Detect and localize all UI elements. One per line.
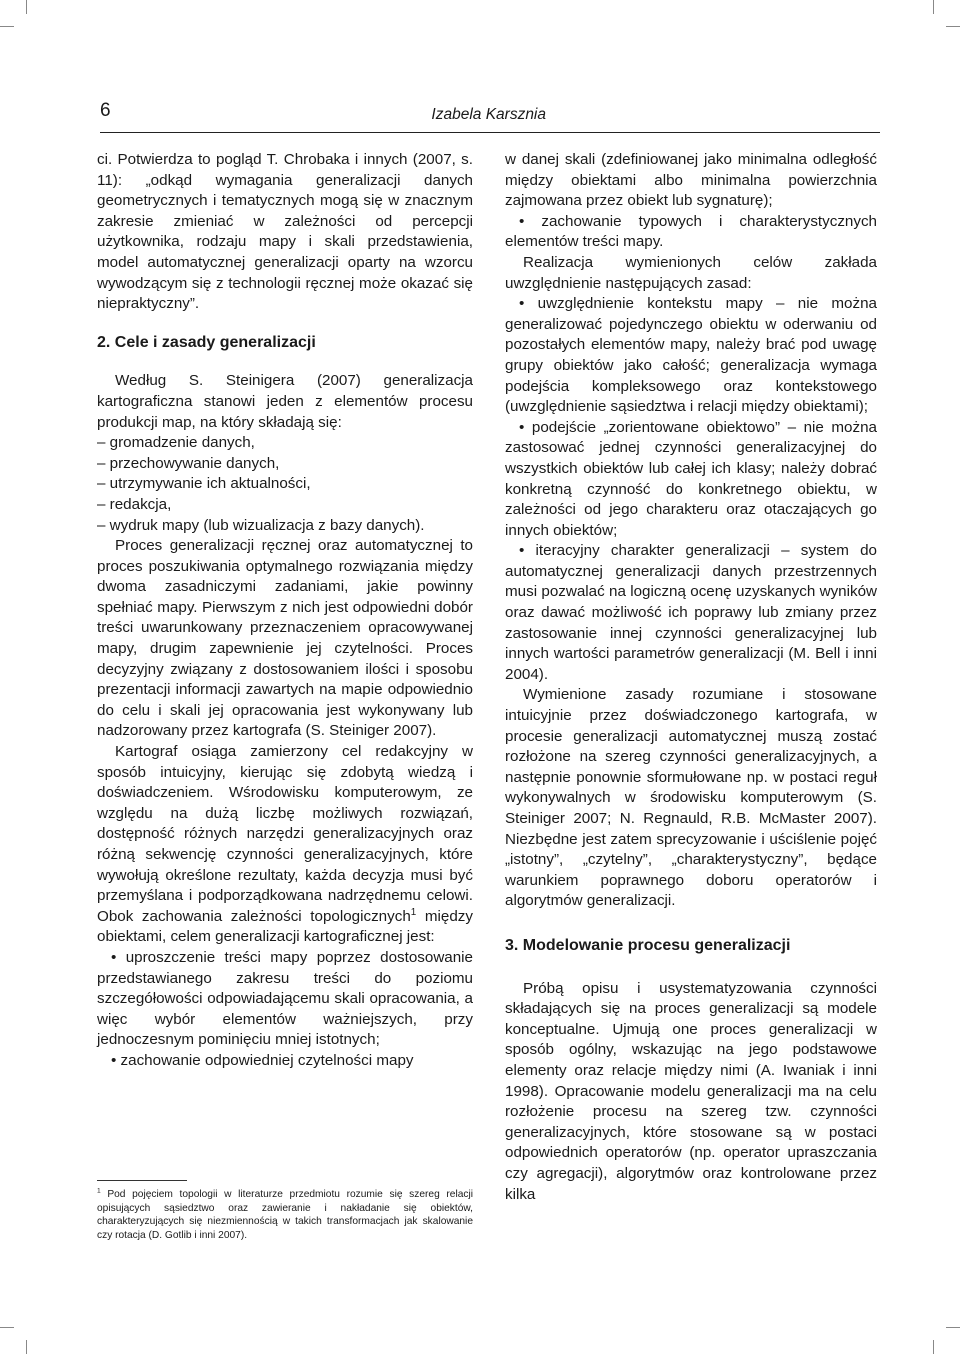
footnote-ref: 1	[410, 906, 417, 918]
crop-mark-top-right	[933, 0, 934, 14]
section-heading: 3. Modelowanie procesu generalizacji	[505, 936, 791, 954]
page-number: 6	[100, 100, 111, 121]
paragraph: w danej skali (zdefiniowanej jako minimalna odległość między obiektami albo minimalna powierzchnia zajmowana przez obiekt lub sygnaturę);	[505, 151, 877, 210]
paragraph: Próbą opisu i usystematyzowania czynności składających się na proces generalizacji są modele konceptualne. Ujmują one proces generalizacji w sposób ogólny, wskazując na jego podstawowe elementy oraz relacje między nimi (A. Iwaniak i inni 1998). Opracowanie modelu generalizacji ma na celu rozłożenie procesu na szereg tzw. czynności generalizacyjnych, które stosowane są w postaci odpowiednich operatorów (np. operator upraszczania czy agregacji), algorytmów oraz kontrolowane przez kilka	[505, 979, 877, 1203]
list-item: – wydruk mapy (lub wizualizacja z bazy danych).	[97, 516, 425, 534]
paragraph: Według S. Steinigera (2007) generalizacja kartograficzna stanowi jeden z elementów procesu produkcji map, na który składają się:	[97, 372, 473, 431]
header-rule	[100, 132, 880, 133]
footnote-text: Pod pojęciem topologii w literaturze przedmiotu rozumie się szereg relacji opisujących sąsiedztwo oraz zawieranie i nakładanie się obiektów, charakteryzujących się niezmiennością w takich transformacjach jak skalowanie czy rotacja (D. Gotlib i inni 2007).	[97, 1189, 473, 1241]
paragraph: ci. Potwierdza to pogląd T. Chrobaka i innych (2007, s. 11): „odkąd wymagania generalizacji danych geometrycznych i tematycznych mogą się w znacznym zakresie zmieniać w zależności od percepcji użytkownika, rodzaju mapy i skali przedstawienia, model automatycznej generalizacji oparty na wzorcu wywodzącym się z technologii ręcznej może okazać się niepraktyczny”.	[97, 151, 473, 313]
list-item: • uproszczenie treści mapy poprzez dostosowanie przedstawianego zakresu treści do poziomu szczegółowości odpowiadającemu skali opracowania, a więc wybór elementów ważniejszych, przy jednoczesnym pominięciu mniej istotnych;	[97, 948, 473, 1049]
footnote-number: 1	[97, 1187, 101, 1195]
paragraph: Wymienione zasady rozumiane i stosowane intuicyjnie przez doświadczonego kartografa, w procesie generalizacji automatycznej muszą zostać rozłożone na szereg czynności generalizacyjnych, a następnie ponownie sformułowane np. w postaci reguł wykonywalnych w środowisku komputerowym (S. Steiniger 2007; N. Regnauld, R.B. McMaster 2007). Niezbędne jest zatem sprecyzowanie i uściślenie pojęć „istotny”, „czytelny”, „charakterystyczny”, będące warunkiem poprawnego doboru operatorów i algorytmów generalizacji.	[505, 686, 877, 910]
paragraph-text: Kartograf osiąga zamierzony cel redakcyjny w sposób intuicyjny, kierując się zdobytą wiedzą i doświadczeniem. Wśrodowisku komputerowym, ze względu na dużą liczbę możliwych rozwiązań, dostępność różnych narzędzi generalizacyjnych oraz różną sekwencję czynności generalizacyjnych, które wywołują określone rezultaty, każda decyzja musi być przemyślana i podporządkowana nadrzędnemu celowi. Obok zachowania zależności topologicznych	[97, 743, 473, 925]
paragraph-text: między obiektami, celem generalizacji kartograficznej jest:	[97, 907, 473, 946]
list-item: • uwzględnienie kontekstu mapy – nie można generalizować pojedynczego obiektu w oderwaniu od pozostałych elementów mapy, należy brać pod uwagę grupy obiektów jako całość; generalizacja wymaga podejścia kompleksowego oraz kontekstowego (uwzględnienie sąsiedztwa i relacji między obiektami);	[505, 295, 877, 416]
crop-mark-top-left-h	[0, 26, 14, 27]
dash-list	[97, 433, 473, 536]
paragraph	[97, 742, 473, 948]
list-item: • zachowanie odpowiedniej czytelności mapy	[111, 1051, 414, 1069]
crop-mark-top-left	[26, 0, 27, 14]
left-column	[97, 150, 473, 1072]
running-head-author: Izabela Karsznia	[431, 106, 546, 123]
list-item: – utrzymywanie ich aktualności,	[97, 475, 311, 493]
crop-mark-bottom-left-h	[0, 1327, 14, 1328]
list-item: • podejście „zorientowane obiektowo” – nie można zastosować jednej czynności generalizacyjnej do wszystkich obiektów lub całej ich klasy; należy dobrać konkretną czynność do konkretnego obiektu, w zależności od jego charakteru oraz otaczających go innych obiektów;	[505, 418, 877, 539]
list-item: – redakcja,	[97, 495, 172, 513]
paragraph: Proces generalizacji ręcznej oraz automatycznej to proces poszukiwania optymalnego rozwiązania między dwoma zasadniczymi zadaniami, jakie powinny spełniać mapy. Pierwszym z nich jest odpowiedni dobór treści uwarunkowany przeznaczeniem opracowywanej mapy, drugim zapewnienie jej czytelności. Proces decyzyjny związany z dostosowaniem ilości i sposobu prezentacji informacji zawartych na mapie odpowiednio do celu i skali jej opracowania jest wykonywany lub nadzorowany przez kartografa (S. Steiniger 2007).	[97, 537, 473, 740]
list-item: • zachowanie typowych i charakterystycznych elementów treści mapy.	[505, 212, 877, 251]
paragraph: Realizacja wymienionych celów zakłada uwzględnienie następujących zasad:	[505, 253, 877, 292]
crop-mark-bottom-right-h	[946, 1327, 960, 1328]
footnote	[97, 1188, 473, 1242]
crop-mark-bottom-left	[26, 1340, 27, 1354]
footnote-rule	[97, 1180, 187, 1181]
section-heading: 2. Cele i zasady generalizacji	[97, 333, 316, 351]
crop-mark-bottom-right	[933, 1340, 934, 1354]
list-item: • iteracyjny charakter generalizacji – system do automatycznej generalizacji danych przestrzennych musi pozwalać na logiczną ocenę uzyskanych wyników oraz dawać możliwość ich poprawy lub zmiany przez zastosowanie innej czynności generalizacyjnej lub innych wartości parametrów generalizacji (M. Bell i inni 2004).	[505, 542, 877, 683]
list-item: – przechowywanie danych,	[97, 454, 280, 472]
crop-mark-top-right-h	[946, 26, 960, 27]
list-item: – gromadzenie danych,	[97, 434, 255, 452]
right-column	[505, 150, 877, 1205]
